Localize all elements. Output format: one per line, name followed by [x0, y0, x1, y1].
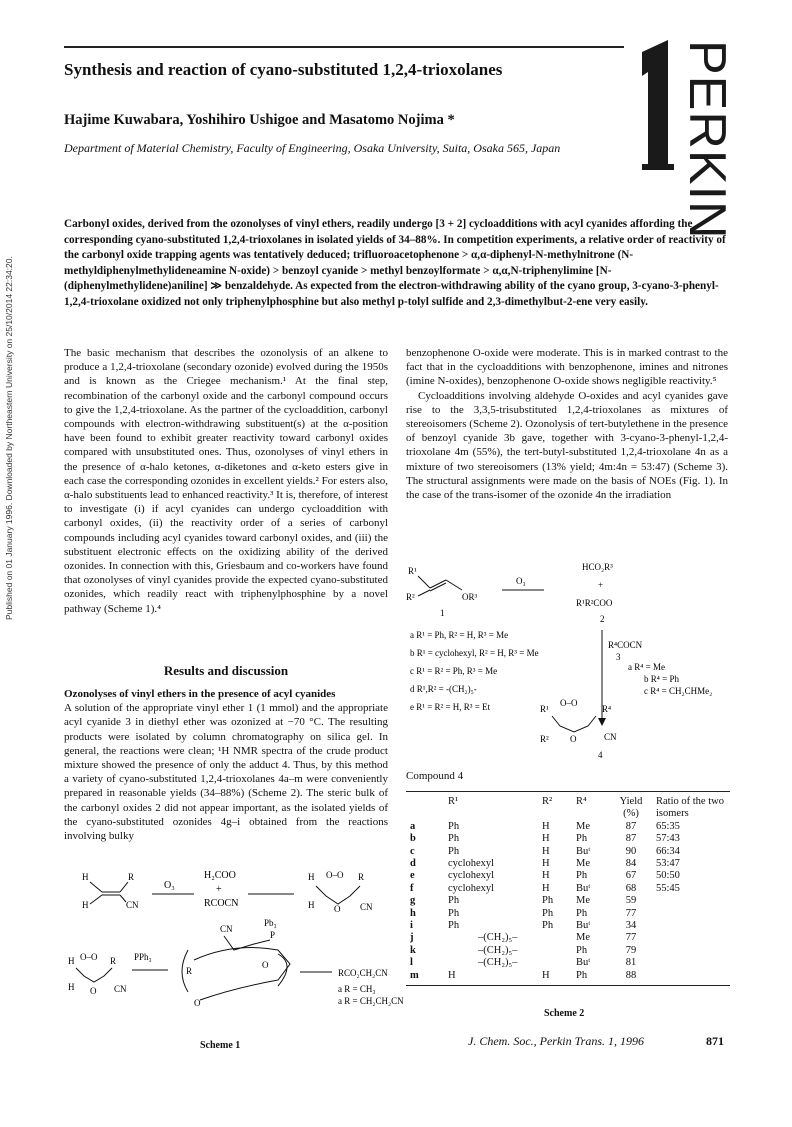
table-cell: k — [410, 944, 416, 956]
watermark-text: Published on 01 January 1996. Downloaded by Northeastern University on 25/10/2014 22:34:20. — [4, 256, 14, 620]
table-header-row: R¹ R² R⁴ Yield (%) Ratio of the two isomers — [448, 796, 724, 820]
table-cell: 66:34 — [656, 845, 680, 857]
intro-paragraph: The basic mechanism that describes the ozonolysis of an alkene to produce a 1,2,4-trioxolane (secondary ozonide) evolved during the 1950s and is known as the Criegee mechanism.¹ At the final step, recombination of the carbonyl oxide and the carbonyl compound occurs to give the 1,2,4-trioxolane. As the partner of the cycloaddition, carbonyl compounds with electron-withdrawing substituent(s) at the α-position have been found to exhibit greater reactivity toward carbonyl oxides compared with unsubstituted ones. Thus, ozonolyses of vinyl ethers in the presence of α-halo ketones, α-diketones and α-keto esters give in each case the corresponding ozonides in excellent yields.² For esters also, α-halo substituents lead to enhanced reactivity.³ It is, therefore, of interest to investigate (i) if acyl cyanides can undergo cycloaddition with carbonyl oxides, (ii) the reactivity order of a series of carbonyl compounds including acyl cyanides toward carbonyl oxides, and (iii) the substituent electronic effects on the oxidizing ability of the derived ozonides. In connection with this, Griesbaum and co-workers have found that ozonolyses of vinyl cyanides provide the expected cyano-substituted ozonides, which readily react with triphenylphosphine by a novel pathway (Scheme 1).⁴ — [64, 347, 388, 615]
table-cell: 50:50 — [656, 870, 680, 882]
s2-sub3-b: b R⁴ = Ph — [644, 674, 679, 684]
svg-text:H: H — [308, 900, 315, 910]
svg-text:O–O: O–O — [560, 698, 578, 708]
table-cell: Ph — [448, 907, 460, 919]
table-row — [406, 932, 730, 944]
results-paragraph: A solution of the appropriate vinyl ether 1 (1 mmol) and the appropriate acyl cyanide 3 in diethyl ether was ozonized at −70 °C. The resulting products were isolated by column chromatography on silica gel. In general, the reactions were clean; ¹H NMR spectra of the crude product mixture showed the presence of only the adduct 4. Thus, by this method a variety of cyano-substituted 1,2,4-trioxolanes 4a–m were conveniently prepared in reasonable yields (34–88%) (Scheme 2). The steric bulk of the carbonyl oxides 2 did not appear important, as the isolated yields of the cyano-substituted ozonides 4g–i obtained from the reactions involving bulky — [64, 702, 388, 843]
s1-pb3: Pb₃ — [264, 918, 277, 928]
table-cell: 67 — [625, 870, 637, 882]
s1-cn-1: CN — [126, 900, 139, 910]
table-cell: Ph — [542, 907, 554, 919]
s1-rcocn: RCOCN — [204, 898, 239, 909]
perkin-logo — [628, 38, 740, 240]
s2-n1: 1 — [440, 608, 445, 618]
svg-text:O: O — [334, 904, 341, 914]
scheme-2-label: Scheme 2 — [544, 1008, 585, 1019]
s1-o3: O₃ — [164, 880, 175, 891]
table-cell: h — [410, 907, 416, 919]
table-row — [406, 895, 730, 907]
section-heading: Results and discussion — [163, 663, 289, 678]
table-cell: cyclohexyl — [448, 882, 495, 894]
s2-sub1-a: a R¹ = Ph, R² = H, R³ = Me — [410, 630, 509, 640]
s2-r4: R⁴ — [602, 704, 612, 714]
s2-sub3-c: c R⁴ = CH₂CHMe₂ — [644, 686, 713, 696]
s2-r4cocn: R⁴COCN — [608, 640, 643, 650]
table-cell: e — [410, 870, 415, 882]
table-cell — [652, 970, 730, 982]
table-cell: H — [542, 969, 550, 981]
svg-text:H: H — [68, 956, 75, 966]
table-cell — [652, 945, 730, 957]
table-row — [406, 833, 730, 845]
table-cell: Buᵗ — [576, 882, 591, 894]
svg-text:O: O — [262, 960, 269, 970]
s2-n4: 4 — [598, 750, 603, 760]
table-cell: 87 — [625, 833, 637, 845]
s2-r1-b: R¹ — [540, 704, 549, 714]
table-row — [406, 846, 730, 858]
s2-n2: 2 — [600, 614, 605, 624]
table-cell: b — [410, 833, 416, 845]
right-paragraph-2: Cycloadditions involving aldehyde O-oxides and acyl cyanides gave rise to the 3,3,5-trisubstituted 1,2,4-trioxolanes as mixtures of stereoisomers (Scheme 2). Ozonolysis of tert-butylethene in the presence of benzoyl cyanide 3b gave, together with 3-cyano-3-phenyl-1,2,4-trioxolane 4m (55%), the tert-butyl-substituted 1,2,4-trioxolane 4n as a mixture of two stereoisomers (13% yield; 4m:4n = 53:47) (Scheme 3). The structural assignments were made on the basis of NOEs (Fig. 1). In the case of the trans-isomer of the ozonide 4n the irradiation — [406, 389, 728, 502]
compound-label: Compound 4 — [406, 770, 464, 782]
download-watermark — [4, 160, 18, 620]
header-rule — [64, 46, 624, 48]
table-top-rule — [406, 791, 730, 792]
s1-p: P — [270, 930, 276, 940]
table-cell: 77 — [625, 907, 637, 919]
table-cell — [652, 895, 730, 907]
table-cell — [652, 920, 730, 932]
table-cell: Me — [576, 858, 590, 870]
abstract — [64, 217, 734, 311]
s2-sub1-b: b R¹ = cyclohexyl, R² = H, R³ = Me — [410, 648, 539, 658]
s2-cn: CN — [604, 732, 617, 742]
table-cell: 84 — [625, 858, 637, 870]
table-cell: Ph — [448, 895, 460, 907]
svg-text:R: R — [186, 966, 193, 976]
table-cell: 53:47 — [656, 858, 680, 870]
left-column — [64, 346, 388, 616]
table-cell: Me — [576, 895, 590, 907]
table-cell: cyclohexyl — [448, 870, 495, 882]
s1-opt-a: a R = CH₃ — [338, 984, 376, 994]
table-cell: 79 — [625, 944, 637, 956]
svg-text:O–O: O–O — [80, 952, 98, 962]
table-cell: 77 — [625, 932, 637, 944]
s1-cn-4: CN — [220, 924, 233, 934]
paper-title: Synthesis and reaction of cyano-substituted 1,2,4-trioxolanes — [64, 60, 503, 79]
compound-table — [406, 796, 730, 982]
table-cell: Ph — [448, 820, 460, 832]
s1-product: RCO₂CH₂CN — [338, 968, 388, 978]
table-cell: Ph — [448, 845, 460, 857]
table-cell: Buᵗ — [576, 920, 591, 932]
table-cell: Ph — [576, 870, 588, 882]
table-cell: Buᵗ — [576, 957, 591, 969]
svg-text:R: R — [358, 872, 365, 882]
table-cell: Ph — [576, 907, 588, 919]
table-cell: H — [542, 820, 550, 832]
s2-sub3-a: a R⁴ = Me — [628, 662, 665, 672]
table-cell: Ph — [448, 920, 460, 932]
table-cell: 65:35 — [656, 820, 680, 832]
s1-plus: + — [216, 884, 222, 895]
table-cell: H — [542, 845, 550, 857]
table-cell: –(CH₂)₅– — [478, 944, 518, 956]
perkin-logo-word: PERKIN — [678, 40, 736, 240]
table-cell: 57:43 — [656, 833, 680, 845]
s2-r2-b: R² — [540, 734, 549, 744]
table-cell: H — [542, 833, 550, 845]
table-cell: m — [410, 969, 419, 981]
table-row — [406, 883, 730, 895]
table-row — [406, 870, 730, 882]
table-cell: 88 — [625, 969, 637, 981]
svg-text:O: O — [194, 998, 201, 1008]
compound-table-wrap — [406, 791, 730, 986]
table-cell: i — [410, 920, 413, 932]
scheme-1-drawing — [64, 860, 404, 1030]
svg-text:H: H — [308, 872, 315, 882]
scheme-2-drawing — [406, 560, 736, 760]
table-cell: –(CH₂)₅– — [478, 957, 518, 969]
table-cell — [538, 932, 572, 944]
table-cell: Ph — [576, 833, 588, 845]
table-row — [406, 970, 730, 982]
table-cell: 34 — [625, 920, 637, 932]
s1-pph3: PPh₃ — [134, 952, 152, 962]
table-cell — [652, 932, 730, 944]
svg-text:H: H — [82, 872, 89, 882]
table-cell: H — [542, 882, 550, 894]
table-cell: Ph — [542, 920, 554, 932]
table-cell: d — [410, 858, 416, 870]
s2-r1r2coo: R¹R²COO — [576, 598, 613, 608]
s1-h2coo: H₂COO — [204, 870, 236, 881]
journal-citation: J. Chem. Soc., Perkin Trans. 1, 1996 — [468, 1034, 644, 1048]
table-cell: Ph — [542, 895, 554, 907]
right-column — [406, 346, 728, 502]
subheading: Ozonolyses of vinyl ethers in the presence of acyl cyanides — [64, 688, 336, 700]
right-paragraph-1: benzophenone O-oxide were moderate. This is in marked contrast to the fact that in the cycloadditions with benzophenone, imines and nitrones (imine N-oxides), benzophenone O-oxide shows negligible reactivity.⁵ — [406, 347, 728, 388]
affiliation: Department of Material Chemistry, Faculty of Engineering, Osaka University, Suita, Osaka 565, Japan — [64, 141, 561, 155]
table-cell: a — [410, 820, 416, 832]
scheme-2 — [406, 560, 736, 760]
s2-r1: R¹ — [408, 566, 417, 576]
table-cell: j — [410, 932, 414, 944]
table-cell: f — [410, 882, 414, 894]
table-cell: 81 — [625, 957, 637, 969]
s2-n3: 3 — [616, 652, 621, 662]
table-cell: Me — [576, 932, 590, 944]
table-cell: Ph — [576, 969, 588, 981]
s2-o3: O₃ — [516, 576, 526, 586]
table-cell: 68 — [625, 882, 637, 894]
table-cell: c — [410, 845, 415, 857]
table-cell: 59 — [625, 895, 637, 907]
scheme-1 — [64, 860, 404, 1040]
s2-sub1-d: d R¹,R² = -(CH₂)₅- — [410, 684, 477, 694]
table-cell: H — [542, 858, 550, 870]
table-cell: Ph — [576, 944, 588, 956]
s1-cn-2: CN — [360, 902, 373, 912]
svg-text:H: H — [82, 900, 89, 910]
table-cell: Buᵗ — [576, 845, 591, 857]
table-row — [406, 858, 730, 870]
table-cell: 90 — [625, 845, 637, 857]
table-cell: 55:45 — [656, 882, 680, 894]
table-bottom-rule — [406, 985, 730, 986]
table-cell: Me — [576, 820, 590, 832]
table-cell: l — [410, 957, 413, 969]
table-cell: g — [410, 895, 416, 907]
table-cell: cyclohexyl — [448, 858, 495, 870]
s2-plus: + — [598, 580, 604, 590]
s2-sub1-e: e R¹ = R² = H, R³ = Et — [410, 702, 491, 712]
s2-or3: OR³ — [462, 592, 478, 602]
table-cell: H — [448, 969, 456, 981]
results-block — [64, 687, 388, 843]
table-cell — [652, 908, 730, 920]
table-cell: 87 — [625, 820, 637, 832]
svg-text:R: R — [128, 872, 135, 882]
page-number: 871 — [706, 1034, 724, 1048]
table-row — [406, 821, 730, 833]
table-cell — [538, 945, 572, 957]
s2-sub1-c: c R¹ = R² = Ph, R³ = Me — [410, 666, 498, 676]
abstract-text: Carbonyl oxides, derived from the ozonolyses of vinyl ethers, readily undergo [3 + 2] cycloadditions with acyl cyanides affording the corresponding cyano-substituted 1,2,4-trioxolanes in isolated yields of 34–88%. In competition experiments, a relative order of reactivity of the carbonyl oxide trapping agents was tentatively deduced; trifluoroacetophenone > α,α-diphenyl-N-methylnitrone (N-methyldiphenylmethylideneamine N-oxide) > benzoyl cyanide > methyl benzoylformate > α,α,N-triphenylimine [N-(diphenylmethylidene)aniline] ≫ benzaldehyde. As expected from the electron-withdrawing ability of the cyano group, 3-cyano-3-phenyl-1,2,4-trioxolane oxidized not only triphenylphosphine but also methyl p-tolyl sulfide and 2,3-dimethylbut-2-ene very easily. — [64, 218, 726, 308]
scheme-1-label: Scheme 1 — [200, 1040, 241, 1051]
svg-text:R: R — [110, 956, 117, 966]
s1-cn-3: CN — [114, 984, 127, 994]
table-cell — [538, 957, 572, 969]
table-row — [406, 945, 730, 957]
author-list: Hajime Kuwabara, Yoshihiro Ushigoe and Masatomo Nojima * — [64, 112, 455, 128]
table-row — [406, 908, 730, 920]
s2-hco2r3: HCO₂R³ — [582, 562, 613, 572]
table-row — [406, 957, 730, 969]
table-cell: H — [542, 870, 550, 882]
s2-r2: R² — [406, 592, 415, 602]
table-cell: Ph — [448, 833, 460, 845]
table-row — [406, 920, 730, 932]
table-body — [406, 821, 730, 982]
svg-text:O: O — [570, 734, 577, 744]
svg-text:H: H — [68, 982, 75, 992]
table-cell — [652, 957, 730, 969]
s1-opt-b: a R = CH₂CH₂CN — [338, 996, 404, 1006]
table-cell: –(CH₂)₅– — [478, 932, 518, 944]
svg-text:O: O — [90, 986, 97, 996]
svg-text:O–O: O–O — [326, 870, 344, 880]
